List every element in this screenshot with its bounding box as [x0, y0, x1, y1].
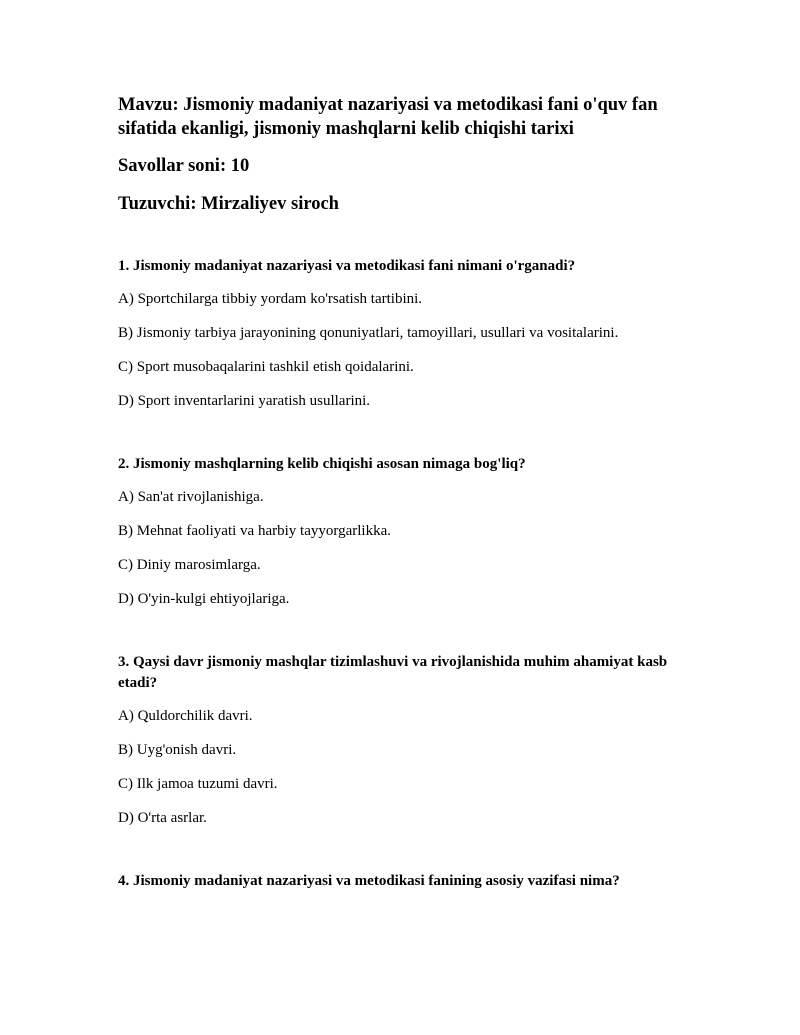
answer-option-b: B) Jismoniy tarbiya jarayonining qonuniyatlari, tamoyillari, usullari va vositalarini.: [118, 325, 619, 341]
answer-option-a: A) Quldorchilik davri.: [118, 708, 253, 724]
answer-option-c: C) Diniy marosimlarga.: [118, 557, 261, 573]
answer-option-a: A) Sportchilarga tibbiy yordam ko'rsatish tartibini.: [118, 291, 423, 307]
answer-option-c: C) Ilk jamoa tuzumi davri.: [118, 776, 278, 792]
answer-option-d: D) O'yin-kulgi ehtiyojlariga.: [118, 591, 290, 607]
question-4: [118, 871, 682, 892]
answer-option-a: A) San'at rivojlanishiga.: [118, 489, 264, 505]
question-list: [118, 256, 682, 892]
author: Tuzuvchi: Mirzaliyev siroch: [118, 194, 339, 214]
question-count: Savollar soni: 10: [118, 156, 250, 176]
question-1: [118, 256, 682, 412]
question-3: [118, 652, 682, 829]
question-text: 1. Jismoniy madaniyat nazariyasi va metodikasi fani nimani o'rganadi?: [118, 258, 576, 274]
answer-option-d: D) O'rta asrlar.: [118, 810, 207, 826]
answer-option-c: C) Sport musobaqalarini tashkil etish qoidalarini.: [118, 359, 414, 375]
document-title: Mavzu: Jismoniy madaniyat nazariyasi va metodikasi fani o'quv fan sifatida ekanligi, jismoniy mashqlarni kelib chiqishi tarixi: [118, 95, 658, 139]
answer-option-b: B) Uyg'onish davri.: [118, 742, 237, 758]
question-2: [118, 454, 682, 610]
question-text: 4. Jismoniy madaniyat nazariyasi va metodikasi fanining asosiy vazifasi nima?: [118, 873, 620, 889]
question-text: 3. Qaysi davr jismoniy mashqlar tizimlashuvi va rivojlanishida muhim ahamiyat kasb etadi?: [118, 654, 668, 691]
answer-option-b: B) Mehnat faoliyati va harbiy tayyorgarlikka.: [118, 523, 391, 539]
answer-option-d: D) Sport inventarlarini yaratish usullarini.: [118, 393, 371, 409]
question-text: 2. Jismoniy mashqlarning kelib chiqishi asosan nimaga bog'liq?: [118, 456, 526, 472]
